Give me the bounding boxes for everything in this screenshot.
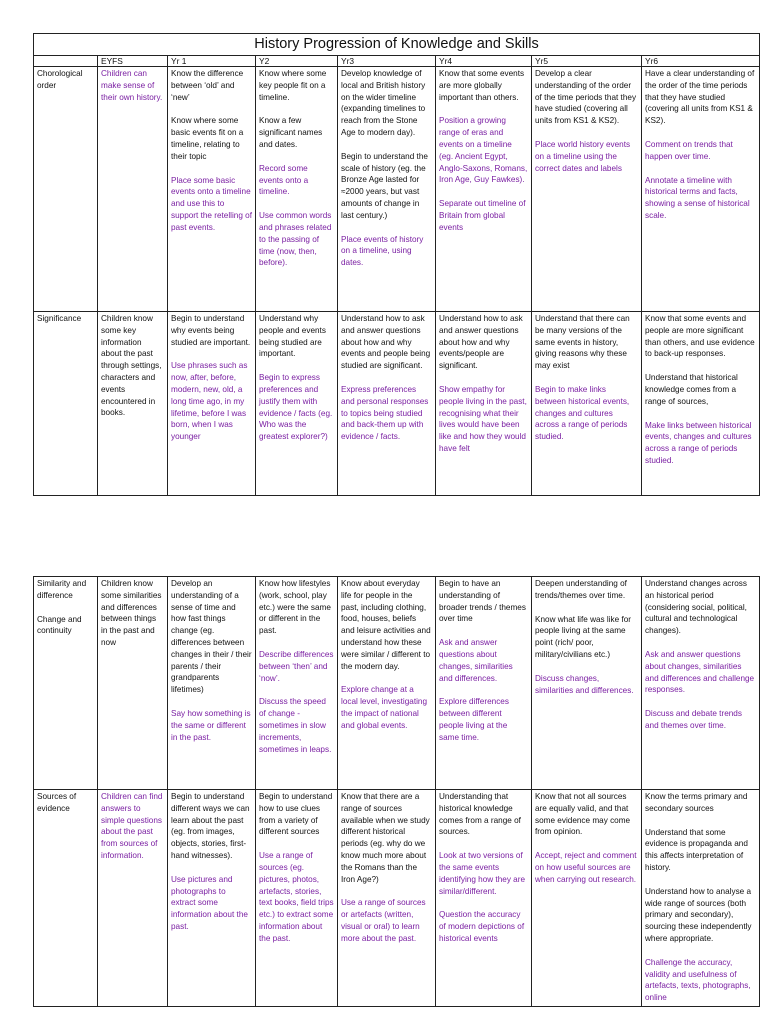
skill-text: Use common words and phrases related to the passing of time (now, then, before). [259, 211, 332, 268]
skill-text: Record some events onto a timeline. [259, 163, 309, 197]
paragraph-gap [439, 838, 528, 850]
skill-text: Separate out timeline of Britain from global events [439, 199, 526, 232]
paragraph-gap [439, 897, 528, 909]
skill-text: Discuss changes, similarities and differences. [535, 673, 634, 695]
paragraph-gap [341, 885, 432, 897]
table-cell [338, 577, 436, 790]
header-cell: Yr3 [338, 56, 436, 67]
table-cell [436, 67, 532, 312]
table-cell [532, 577, 642, 790]
paragraph-gap [439, 372, 528, 384]
skill-text: Make links between historical events, changes and cultures across a range of periods studied. [645, 420, 752, 465]
skill-text: Place some basic events onto a timeline and use this to support the retelling of past events. [171, 175, 253, 232]
knowledge-text: Begin to understand how to use clues from a variety of different sources [259, 792, 333, 837]
skill-text: Position a growing range of eras and events on a timeline (eg. Ancient Egypt, Anglo-Saxons, Romans, Iron Age, Guy Fawkes). [439, 116, 528, 185]
paragraph-gap [535, 602, 638, 614]
row-label: Significance [37, 314, 82, 323]
table-row [34, 577, 760, 790]
paragraph-gap [259, 198, 334, 210]
skill-text: Use a range of sources or artefacts (written, visual or oral) to learn more about the past. [341, 898, 426, 943]
skill-text: Place world history events on a timeline using the correct dates and labels [535, 139, 631, 173]
header-cell: EYFS [98, 56, 168, 67]
header-cell: Yr5 [532, 56, 642, 67]
row-label: Change and continuity [37, 614, 82, 636]
paragraph-gap [341, 372, 432, 384]
skill-text: Children can find answers to simple questions about the past from sources of information. [101, 792, 163, 860]
paragraph-gap [259, 360, 334, 372]
table-cell [532, 67, 642, 312]
knowledge-text: Know that there are a range of sources available when we study different historical periods (eg. why do we know much more about the Romans than the Iron Age?) [341, 792, 430, 884]
paragraph-gap [645, 815, 756, 827]
paragraph-gap [171, 348, 252, 360]
paragraph-gap [439, 625, 528, 637]
knowledge-text: Children know some key information about the past through settings, characters and events encountered in books. [101, 314, 162, 418]
table-cell [436, 312, 532, 496]
paragraph-gap [645, 874, 756, 886]
knowledge-text: Understand how to analyse a wide range of sources (both primary and secondary), sourcing these independently where appropriate. [645, 886, 752, 943]
knowledge-text: Know about everyday life for people in the past, including clothing, food, houses, beliefs and leisure activities and understand how these were similar / different to the modern day. [341, 579, 431, 671]
paragraph-gap [439, 186, 528, 198]
paragraph-gap [37, 602, 94, 614]
knowledge-text: Know where some basic events fit on a timeline, relating to their topic [171, 116, 244, 161]
skill-text: Ask and answer questions about changes, similarities and differences. [439, 638, 513, 683]
table-cell [98, 790, 168, 1007]
paragraph-gap [645, 696, 756, 708]
table-cell [98, 312, 168, 496]
skill-text: Look at two versions of the same events identifying how they are similar/different. [439, 851, 526, 896]
table-cell [256, 577, 338, 790]
knowledge-text: Know that not all sources are equally valid, and that some evidence may come from opinion. [535, 792, 631, 837]
knowledge-text: Develop a clear understanding of the order of the time periods that they have studied (covering all units from KS1 & KS2). [535, 69, 637, 126]
header-cell: Y2 [256, 56, 338, 67]
knowledge-text: Know that some events and people are more significant than others, and use evidence to back-up responses. [645, 314, 755, 359]
knowledge-text: Understanding that historical knowledge comes from a range of sources. [439, 792, 521, 837]
paragraph-gap [259, 103, 334, 115]
knowledge-text: Know a few significant names and dates. [259, 116, 323, 149]
knowledge-text: Understand how to ask and answer questions about how and why events and people being studied are significant. [341, 314, 431, 371]
skill-text: Challenge the accuracy, validity and usefulness of artefacts, texts, photographs, online [645, 957, 751, 1003]
skill-text: Use phrases such as now, after, before, modern, new, old, a long time ago, in my lifetime, before I was born, when I was younger [171, 361, 248, 442]
knowledge-text: Understand that historical knowledge comes from a range of sources, [645, 373, 738, 406]
paragraph-gap [645, 637, 756, 649]
knowledge-text: Know the terms primary and secondary sources [645, 792, 748, 813]
paragraph-gap [341, 672, 432, 684]
progression-table-part-1 [33, 33, 760, 496]
header-cell: Yr 1 [168, 56, 256, 67]
progression-table-part-2 [33, 576, 760, 1007]
knowledge-text: Have a clear understanding of the order of the time periods that they have studied (covering all units from KS1 & KS2). [645, 69, 755, 126]
skill-text: Comment on trends that happen over time. [645, 139, 733, 161]
knowledge-text: Know where some key people fit on a timeline. [259, 69, 327, 102]
skill-text: Explore differences between different people living at the same time. [439, 697, 509, 742]
paragraph-gap [259, 637, 334, 649]
table-cell [98, 577, 168, 790]
skill-text: Annotate a timeline with historical terms and facts, showing a sense of historical scale. [645, 175, 750, 220]
skill-text: Ask and answer questions about changes, similarities and differences and challenge responses. [645, 649, 755, 695]
knowledge-text: Understand how to ask and answer questions about how and why events/people are significant. [439, 314, 523, 371]
knowledge-text: Understand that there can be many versions of the same events in history, giving reasons why these may exist [535, 314, 630, 371]
row-label-cell [34, 67, 98, 312]
knowledge-text: Know the difference between ‘old’ and ‘new’ [171, 69, 244, 102]
paragraph-gap [259, 151, 334, 163]
paragraph-gap [259, 838, 334, 850]
paragraph-gap [535, 838, 638, 850]
knowledge-text: Develop knowledge of local and British history on the wider timeline (expanding timelines to reach from the Stone Age to modern day). [341, 69, 426, 137]
skill-text: Describe differences between ‘then’ and ‘now’. [259, 649, 334, 683]
knowledge-text: Understand why people and events being studied are important. [259, 314, 326, 359]
paragraph-gap [171, 696, 252, 708]
knowledge-text: Begin to understand why events being studied are important. [171, 314, 251, 347]
knowledge-text: Know what life was like for people living at the same point (rich/ poor, military/civilians etc.) [535, 614, 632, 659]
skill-text: Discuss and debate trends and themes over time. [645, 709, 742, 730]
skill-text: Discuss the speed of change - sometimes in slow increments, sometimes in leaps. [259, 697, 332, 754]
skill-text: Place events of history on a timeline, using dates. [341, 234, 424, 268]
table-cell [642, 790, 760, 1007]
skill-text: Children can make sense of their own history. [101, 69, 163, 102]
table-cell [436, 790, 532, 1007]
paragraph-gap [535, 127, 638, 139]
paragraph-gap [171, 862, 252, 874]
skill-text: Accept, reject and comment on how useful sources are when carrying out research. [535, 851, 637, 884]
knowledge-text: Begin to understand the scale of history (eg. the Bronze Age lasted for ≈2000 years, but vast amounts of change in last century.) [341, 151, 428, 220]
knowledge-text: Deepen understanding of trends/themes over time. [535, 579, 627, 600]
skill-text: Begin to express preferences and justify them with evidence / facts (eg. Who was the greatest explorer?) [259, 373, 333, 442]
knowledge-text: Children know some similarities and differences between things in the past and now [101, 579, 162, 647]
knowledge-text: Understand that some evidence is propaganda and this affects interpretation of history. [645, 827, 748, 872]
paragraph-gap [645, 163, 756, 175]
table-cell [436, 577, 532, 790]
table-cell [642, 577, 760, 790]
table-cell [168, 67, 256, 312]
paragraph-gap [645, 408, 756, 420]
row-label-cell [34, 577, 98, 790]
table-cell [98, 67, 168, 312]
row-label-cell [34, 312, 98, 496]
header-cell [34, 56, 98, 67]
paragraph-gap [439, 684, 528, 696]
table-cell [256, 67, 338, 312]
skill-text: Begin to make links between historical events, changes and cultures across a range of periods studied. [535, 384, 630, 442]
table-row [34, 312, 760, 496]
paragraph-gap [645, 945, 756, 957]
table-row [34, 790, 760, 1007]
skill-text: Use pictures and photographs to extract some information about the past. [171, 874, 248, 931]
table-cell [338, 312, 436, 496]
skill-text: Question the accuracy of modern depictions of historical events [439, 910, 525, 943]
skill-text: Say how something is the same or different in the past. [171, 708, 251, 742]
knowledge-text: Begin to understand different ways we can learn about the past (eg. from images, objects, stories, first-hand witnesses). [171, 792, 250, 860]
paragraph-gap [341, 139, 432, 151]
header-cell: Yr4 [436, 56, 532, 67]
knowledge-text: Understand changes across an historical period (considering social, political, cultural and technological changes). [645, 579, 747, 636]
row-label-cell [34, 790, 98, 1007]
paragraph-gap [341, 222, 432, 234]
knowledge-text: Begin to have an understanding of broader trends / themes over time [439, 579, 526, 624]
knowledge-text: Know how lifestyles (work, school, play etc.) were the same or different in the past. [259, 579, 331, 636]
title-row [34, 34, 760, 56]
header-row [34, 56, 760, 67]
table-cell [642, 67, 760, 312]
knowledge-text: Know that some events are more globally important than others. [439, 69, 525, 102]
table-row [34, 67, 760, 312]
paragraph-gap [171, 103, 252, 115]
paragraph-gap [645, 127, 756, 139]
row-label: Similarity and difference [37, 579, 87, 600]
paragraph-gap [535, 372, 638, 384]
skill-text: Express preferences and personal responses to topics being studied and back-them up with evidence / facts. [341, 384, 429, 442]
skill-text: Use a range of sources (eg. pictures, photos, artefacts, stories, text books, field trips etc.) to extract some information about the past. [259, 851, 334, 943]
page-title: History Progression of Knowledge and Skills [34, 34, 760, 56]
paragraph-gap [439, 103, 528, 115]
skill-text: Show empathy for people living in the past, recognising what their lives would have been like and how they would have felt [439, 384, 527, 453]
header-cell: Yr6 [642, 56, 760, 67]
row-label: Sources of evidence [37, 792, 77, 813]
skill-text: Explore change at a local level, investigating the impact of national and global events. [341, 685, 428, 730]
table-cell [338, 67, 436, 312]
table-cell [168, 577, 256, 790]
table-cell [256, 790, 338, 1007]
table-cell [338, 790, 436, 1007]
paragraph-gap [171, 163, 252, 175]
row-label: Chorological order [37, 69, 83, 90]
knowledge-text: Develop an understanding of a sense of time and how fast things change (eg. differences between changes in their / their parents / their grandparents lifetimes) [171, 579, 252, 695]
table-cell [642, 312, 760, 496]
table-cell [168, 790, 256, 1007]
table-cell [168, 312, 256, 496]
paragraph-gap [645, 360, 756, 372]
paragraph-gap [259, 684, 334, 696]
table-cell [532, 312, 642, 496]
table-cell [532, 790, 642, 1007]
table-cell [256, 312, 338, 496]
paragraph-gap [535, 661, 638, 673]
